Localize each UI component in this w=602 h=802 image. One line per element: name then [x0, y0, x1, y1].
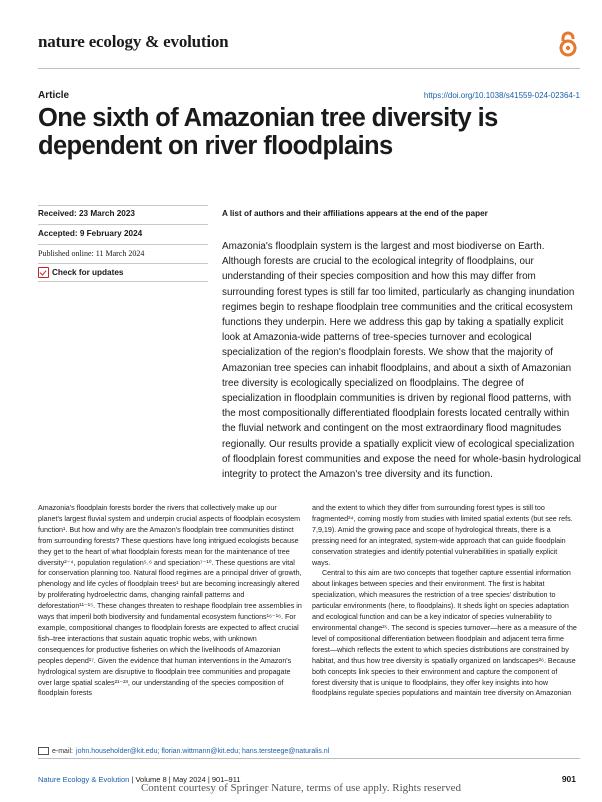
mail-icon [38, 747, 49, 755]
meta-divider [38, 244, 208, 245]
authors-note[interactable]: A list of authors and their affiliations appears at the end of the paper [222, 209, 488, 218]
accepted-date: Accepted: 9 February 2024 [38, 229, 143, 238]
body-column-right [312, 503, 577, 699]
check-for-updates-button[interactable] [38, 267, 123, 278]
journal-citation-link[interactable]: Nature Ecology & Evolution [38, 775, 130, 784]
doi-link[interactable]: https://doi.org/10.1038/s41559-024-02364-1 [423, 91, 580, 100]
abstract: Amazonia's floodplain system is the largest and most biodiverse on Earth. Although forests are crucial to the ecological integrity of floodplains, our understanding of their species composition and how this may differ from surrounding forest types is still far too limited, particularly as changing inundation regimes begin to reshape floodplain tree communities and the critical ecosystem functions they underpin. Here we address this gap by taking a spatially explicit look at Amazonia-wide patterns of tree-species turnover and ecological specialization of the region's floodplain forests. We show that the majority of Amazonian tree species can inhabit floodplains, and about a sixth of Amazonian tree diversity is ecologically specialized on floodplains. The degree of specialization in floodplain communities is driven by regional flood patterns, with the most compositionally differentiated floodplain forests located centrally within the fluvial network and contingent on the most extraordinary flood magnitudes regionally. Our results provide a spatially explicit view of ecological specialization of floodplain forest communities and expose the need for whole-basin hydrological integrity to protect the Amazon's tree diversity and its function. [222, 241, 582, 481]
email-line [38, 747, 329, 755]
check-updates-label: Check for updates [52, 268, 124, 277]
footer-divider [38, 758, 580, 759]
courtesy-notice: Content courtesy of Springer Nature, terms of use apply. Rights reserved [140, 782, 462, 794]
body-paragraph: Amazonia's floodplain forests border the rivers that collectively make up our planet's largest fluvial system and underpin crucial aspects of floodplain ecosystem function¹. But how and why are the Amazon's floodplain tree communities distinct from surrounding forests? These questions have long intrigued ecologists because they get to the heart of what floodplain forests mean for the maintenance of tree diversity²⁻⁴, population regulation⁵˒⁶ and speciation⁷⁻¹⁰. These questions are vital for conservation planning too. Natural flood regimes are a principal driver of growth, phenology and life cycles of floodplain trees¹ but are becoming increasingly altered by proliferating hydroelectric dams, changing rainfall patterns and deforestation¹¹⁻¹⁵. These changes threaten to reshape floodplain tree assemblies in ways that imperil both biodiversity and fundamental ecosystem functions¹⁶⁻¹⁶. For example, compositional changes to floodplain forests are expected to affect crucial fish–tree interactions that sustain aquatic trophic webs, with unknown consequences for productive fisheries on which the livelihoods of Amazonian peoples depend¹⁷. Given the evidence that human interventions in the Amazon's hydrological system are disruptive to floodplain tree communities and propagate over large spatial scales²¹⁻²³, our understanding of the species composition of floodplain forests [38, 504, 302, 698]
open-access-icon [556, 30, 580, 58]
header-divider [38, 68, 580, 69]
meta-divider [38, 205, 208, 206]
journal-name[interactable]: nature ecology & evolution [38, 32, 229, 51]
email-label: e-mail: [52, 747, 74, 755]
check-updates-icon [38, 267, 49, 278]
article-type-label: Article [38, 90, 70, 101]
body-column-left [38, 503, 303, 699]
body-paragraph: Central to this aim are two concepts that together capture essential information about linkages between species and their environment. The first is habitat specialization, which measures the restriction of a tree species' distribution to particular environments (here, to floodplains). It sheds light on species adaptation and ecological function and can be a key indicator of species vulnerability to environmental change²⁵. The second is species turnover—here as a measure of the level of compositional differentiation between floodplain and adjacent terra firme forest—which reflects the extent to which species distributions are constrained by habitat, and thus how tree diversity is spatially organized on landscapes²⁶. Because both concepts link species to their environment and capture the component of forest diversity that is unique to floodplains, they offer key insights into how floodplains regulate species populations and maintain tree diversity on Amazonian [312, 569, 577, 698]
meta-divider [38, 281, 208, 282]
meta-divider [38, 263, 208, 264]
page-number: 901 [561, 774, 576, 784]
email-addresses[interactable]: john.householder@kit.edu; florian.wittmann@kit.edu; hans.tersteege@naturalis.nl [76, 747, 330, 755]
published-date: Published online: 11 March 2024 [38, 249, 145, 258]
body-paragraph: and the extent to which they differ from surrounding forest types is still too fragmented²⁴, coming mostly from studies with limited spatial extents (but see refs. 7,9,19). Amid the growing pace and scope of hydrological threats, there is a pressing need for an integrated, system-wide approach that can guide floodplain conservation strategies and identify potential vulnerabilities in spatially explicit ways. [312, 504, 573, 567]
volume-info: | Volume 8 | May 2024 | 901–911 [131, 775, 241, 784]
article-title: One sixth of Amazonian tree diversity is dependent on river floodplains [38, 104, 498, 160]
meta-divider [38, 224, 208, 225]
received-date: Received: 23 March 2023 [38, 209, 135, 218]
